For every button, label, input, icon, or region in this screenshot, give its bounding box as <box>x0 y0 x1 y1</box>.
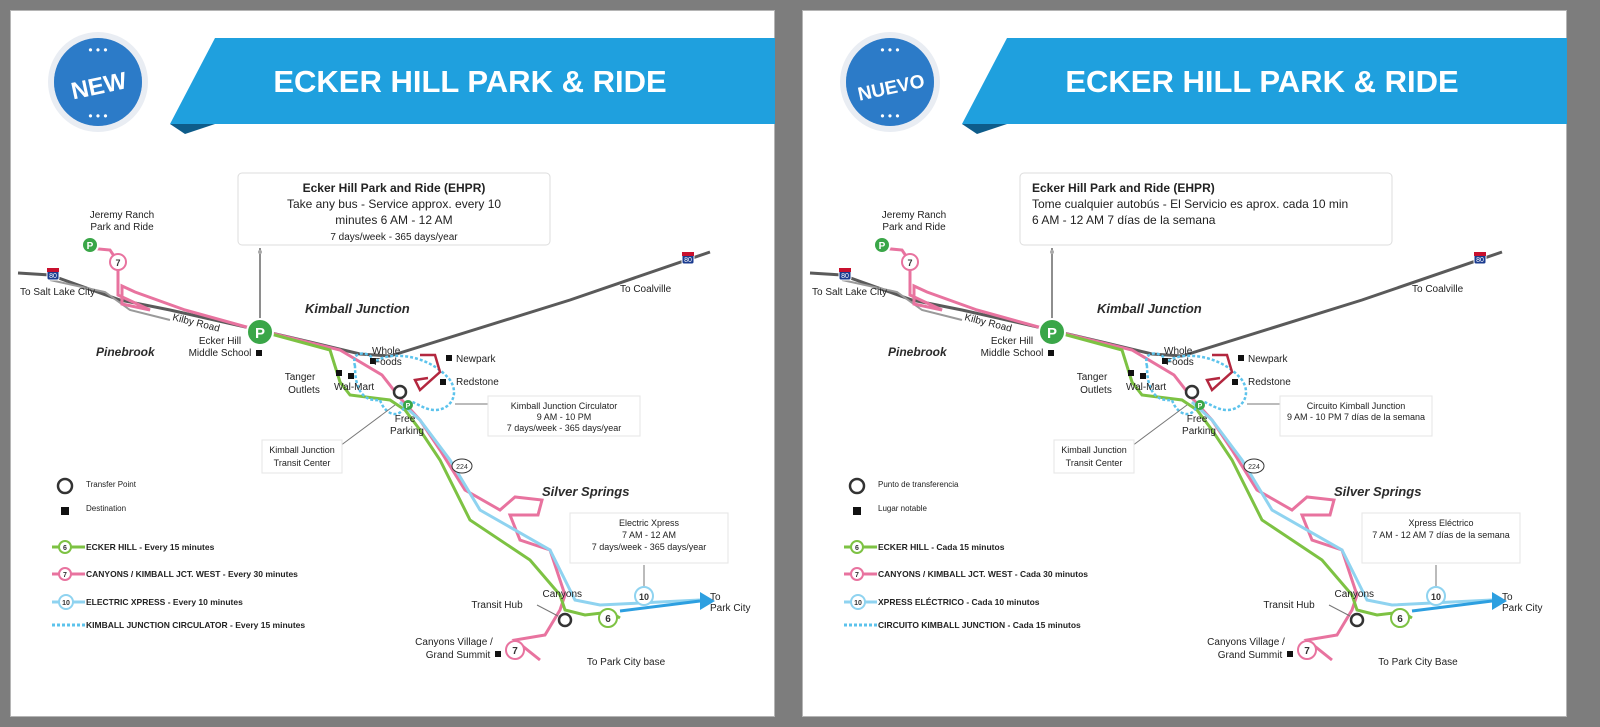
canyons-village-label-2: Grand Summit <box>1217 650 1283 661</box>
electric-xpress-callout <box>570 513 728 586</box>
destination-marker <box>1232 379 1238 385</box>
route-7-marker-canyons <box>1298 641 1316 659</box>
tanger-label-2: Outlets <box>288 385 320 396</box>
badge-text: NEW <box>68 67 130 106</box>
svg-text:9 AM - 10 PM 7 días de la se: 9 AM - 10 PM 7 días de la semana <box>1286 412 1426 422</box>
route-7-marker-jeremy <box>902 254 918 270</box>
destination-marker <box>495 651 501 657</box>
destination-marker <box>348 373 354 379</box>
whole-foods-label-2: Foods <box>374 357 402 368</box>
redstone-label: Redstone <box>456 377 499 388</box>
kimball-junction-label: Kimball Junction <box>1097 301 1202 316</box>
jeremy-ranch-parking-icon <box>82 237 98 253</box>
whole-foods-label: Whole <box>372 346 401 357</box>
destination-marker <box>336 370 342 376</box>
walmart-label: Wal-Mart <box>1126 382 1167 393</box>
transit-map <box>10 10 775 717</box>
legend-route-10: XPRESS ELÉCTRICO - Cada 10 minutos <box>878 597 1040 607</box>
destination-icon <box>853 507 861 515</box>
legend-destination: Destination <box>86 504 127 513</box>
destination-icon <box>61 507 69 515</box>
jeremy-ranch-parking-icon <box>874 237 890 253</box>
tanger-label: Tanger <box>284 372 316 383</box>
newpark-loop <box>415 355 440 390</box>
transfer-point-icon <box>58 479 72 493</box>
svg-text:80: 80 <box>841 273 849 280</box>
free-parking-label-2: Parking <box>1182 426 1216 437</box>
newpark-loop <box>1207 355 1232 390</box>
canyons-village-label: Canyons Village / <box>415 637 493 648</box>
svg-text:7: 7 <box>512 646 518 657</box>
svg-text:6: 6 <box>1397 614 1403 625</box>
circulator-callout <box>1247 396 1432 436</box>
tanger-label: Tanger <box>1076 372 1108 383</box>
svg-text:6: 6 <box>605 614 611 625</box>
to-park-city-label-2: Park City <box>710 603 751 614</box>
svg-text:7: 7 <box>115 258 121 268</box>
canyons-hub-label-2: Transit Hub <box>471 600 523 611</box>
newpark-label: Newpark <box>456 354 496 365</box>
svg-text:• • •: • • • <box>880 43 900 57</box>
whole-foods-label: Whole <box>1164 346 1193 357</box>
legend-route-7: CANYONS / KIMBALL JCT. WEST - Every 30 minutes <box>86 569 298 579</box>
svg-text:80: 80 <box>1476 257 1484 264</box>
canyons-hub-leader <box>537 605 558 616</box>
info-line3: 7 days/week - 365 days/year <box>330 232 458 243</box>
legend-circulator: CIRCUITO KIMBALL JUNCTION - Cada 15 minutos <box>878 620 1081 630</box>
svg-text:10: 10 <box>854 600 862 607</box>
whole-foods-label-2: Foods <box>1166 357 1194 368</box>
ecker-hill-parking-icon <box>1039 319 1065 345</box>
ecker-school-label: Ecker Hill <box>198 336 242 347</box>
legend-route-6: ECKER HILL - Cada 15 minutos <box>878 542 1005 552</box>
info-title: Ecker Hill Park and Ride (EHPR) <box>1032 181 1215 195</box>
svg-text:6: 6 <box>855 545 859 552</box>
route-7-marker-jeremy <box>110 254 126 270</box>
legend-route-6: ECKER HILL - Every 15 minutes <box>86 542 215 552</box>
info-box <box>1020 173 1392 328</box>
svg-text:224: 224 <box>456 464 468 471</box>
free-parking-icon <box>1195 400 1205 410</box>
svg-text:Transit Center: Transit Center <box>273 458 331 468</box>
pinebrook-label: Pinebrook <box>96 345 155 359</box>
svg-text:7: 7 <box>63 572 67 579</box>
svg-text:• • •: • • • <box>880 109 900 123</box>
legend-transfer: Transfer Point <box>86 480 136 489</box>
canyons-village-label: Canyons Village / <box>1207 637 1285 648</box>
transfer-point-kimball <box>394 386 406 398</box>
ecker-school-label: Ecker Hill <box>990 336 1034 347</box>
to-park-city-base-label: To Park City base <box>586 657 666 668</box>
destination-marker <box>1140 373 1146 379</box>
redstone-label: Redstone <box>1248 377 1291 388</box>
canyons-hub-label: Canyons <box>542 589 582 600</box>
to-coalville-label: To Coalville <box>1412 284 1464 295</box>
electric-xpress-callout <box>1362 513 1520 586</box>
destination-marker <box>1048 350 1054 356</box>
svg-text:7: 7 <box>855 572 859 579</box>
svg-text:7 days/week - 365 days/year: 7 days/week - 365 days/year <box>506 423 622 433</box>
destination-marker <box>440 379 446 385</box>
ecker-school-label-2: Middle School <box>188 348 252 359</box>
svg-text:• • •: • • • <box>88 109 108 123</box>
to-coalville-label: To Coalville <box>620 284 672 295</box>
tanger-label-2: Outlets <box>1080 385 1112 396</box>
transit-center-callout <box>262 405 395 473</box>
ecker-hill-parking-icon <box>247 319 273 345</box>
canyons-village-label-2: Grand Summit <box>425 650 491 661</box>
legend-transfer: Punto de transferencia <box>878 480 959 489</box>
to-park-city-label: To <box>1502 592 1513 603</box>
svg-text:P: P <box>254 325 266 342</box>
new-badge <box>840 32 940 132</box>
route-224-shield <box>1244 459 1264 473</box>
svg-text:10: 10 <box>62 600 70 607</box>
page-title: ECKER HILL PARK & RIDE <box>1065 64 1459 99</box>
to-park-city-label-2: Park City <box>1502 603 1543 614</box>
ecker-school-label-2: Middle School <box>980 348 1044 359</box>
transfer-point-icon <box>850 479 864 493</box>
destination-marker <box>1238 355 1244 361</box>
legend-circulator: KIMBALL JUNCTION CIRCULATOR - Every 15 minutes <box>86 620 306 630</box>
circulator-callout <box>455 396 640 436</box>
map-panel-english <box>10 10 775 717</box>
to-park-city-label: To <box>710 592 721 603</box>
svg-text:P: P <box>1046 325 1058 342</box>
svg-text:• • •: • • • <box>88 43 108 57</box>
svg-text:6: 6 <box>63 545 67 552</box>
new-badge <box>48 32 148 132</box>
banner-fold <box>170 124 215 134</box>
route-224-shield <box>452 459 472 473</box>
svg-text:Kimball Junction Circulator: Kimball Junction Circulator <box>510 401 618 411</box>
interstate-80-shield-west <box>839 268 851 280</box>
transit-center-callout <box>1054 405 1187 473</box>
transit-map <box>802 10 1567 717</box>
map-panel-spanish <box>802 10 1567 717</box>
svg-text:10: 10 <box>1430 592 1442 602</box>
svg-text:7 days/week - 365 days/year: 7 days/week - 365 days/year <box>591 542 707 552</box>
route-10-marker <box>1427 587 1445 605</box>
svg-text:Electric Xpress: Electric Xpress <box>618 518 680 528</box>
svg-text:Circuito Kimball Junction: Circuito Kimball Junction <box>1306 401 1406 411</box>
svg-text:P: P <box>86 241 94 252</box>
destination-marker <box>1287 651 1293 657</box>
legend <box>844 479 1088 630</box>
walmart-label: Wal-Mart <box>334 382 375 393</box>
canyons-hub-leader <box>1329 605 1350 616</box>
silver-springs-label: Silver Springs <box>542 484 630 499</box>
legend <box>52 479 305 630</box>
interstate-80-shield-west <box>47 268 59 280</box>
destination-marker <box>1128 370 1134 376</box>
svg-text:Xpress Eléctrico: Xpress Eléctrico <box>1408 518 1474 528</box>
svg-text:Kimball Junction: Kimball Junction <box>269 445 335 455</box>
svg-text:10: 10 <box>638 592 650 602</box>
route-6-marker <box>599 609 617 627</box>
pinebrook-label: Pinebrook <box>888 345 947 359</box>
svg-text:7: 7 <box>907 258 913 268</box>
jeremy-ranch-label-2: Park and Ride <box>90 222 154 233</box>
info-title: Ecker Hill Park and Ride (EHPR) <box>302 181 486 195</box>
legend-route-7: CANYONS / KIMBALL JCT. WEST - Cada 30 minutos <box>878 569 1089 579</box>
svg-text:80: 80 <box>684 257 692 264</box>
free-parking-label-2: Parking <box>390 426 424 437</box>
info-line2: 6 AM - 12 AM 7 días de la semana <box>1032 213 1216 227</box>
to-park-city-base-label: To Park City Base <box>1378 657 1458 668</box>
silver-springs-label: Silver Springs <box>1334 484 1422 499</box>
banner-fold <box>962 124 1007 134</box>
interstate-80-shield-east <box>1474 252 1486 264</box>
newpark-label: Newpark <box>1248 354 1288 365</box>
svg-text:Kimball Junction: Kimball Junction <box>1061 445 1127 455</box>
kilby-road-label: Kilby Road <box>963 312 1013 335</box>
route-7-marker-canyons <box>506 641 524 659</box>
destination-marker <box>446 355 452 361</box>
route-10-marker <box>635 587 653 605</box>
svg-text:P: P <box>878 241 886 252</box>
page-title: ECKER HILL PARK & RIDE <box>273 64 667 99</box>
route-6-marker <box>1391 609 1409 627</box>
canyons-hub-label: Canyons <box>1334 589 1374 600</box>
jeremy-ranch-label-2: Park and Ride <box>882 222 946 233</box>
transfer-point-canyons <box>559 614 571 626</box>
to-salt-lake-city-label: To Salt Lake City <box>20 287 96 298</box>
kimball-junction-label: Kimball Junction <box>305 301 410 316</box>
legend-route-10: ELECTRIC XPRESS - Every 10 minutes <box>86 597 243 607</box>
kilby-road-label: Kilby Road <box>171 312 221 335</box>
jeremy-ranch-label: Jeremy Ranch <box>89 210 155 221</box>
interstate-80-shield-east <box>682 252 694 264</box>
canyons-hub-label-2: Transit Hub <box>1263 600 1315 611</box>
info-line1: Take any bus - Service approx. every 10 <box>286 197 502 211</box>
destination-marker <box>256 350 262 356</box>
transfer-point-canyons <box>1351 614 1363 626</box>
svg-text:P: P <box>1197 403 1203 410</box>
free-parking-icon <box>403 400 413 410</box>
info-line1: Tome cualquier autobús - El Servicio es aprox. cada 10 min <box>1032 197 1349 211</box>
svg-text:80: 80 <box>49 273 57 280</box>
free-parking-label: Free <box>1186 414 1208 425</box>
svg-text:224: 224 <box>1248 464 1260 471</box>
svg-text:9 AM - 10 PM: 9 AM - 10 PM <box>536 412 592 422</box>
svg-text:7 AM - 12 AM 7 días de la sem: 7 AM - 12 AM 7 días de la semana <box>1372 530 1510 540</box>
svg-text:7: 7 <box>1304 646 1310 657</box>
to-salt-lake-city-label: To Salt Lake City <box>812 287 888 298</box>
badge-text: NUEVO <box>856 71 927 106</box>
svg-text:P: P <box>405 403 411 410</box>
svg-text:Transit Center: Transit Center <box>1065 458 1123 468</box>
info-line2: minutes 6 AM - 12 AM <box>335 213 453 227</box>
legend-destination: Lugar notable <box>878 504 927 513</box>
transfer-point-kimball <box>1186 386 1198 398</box>
svg-text:7 AM - 12 AM: 7 AM - 12 AM <box>621 530 677 540</box>
free-parking-label: Free <box>394 414 416 425</box>
jeremy-ranch-label: Jeremy Ranch <box>881 210 947 221</box>
